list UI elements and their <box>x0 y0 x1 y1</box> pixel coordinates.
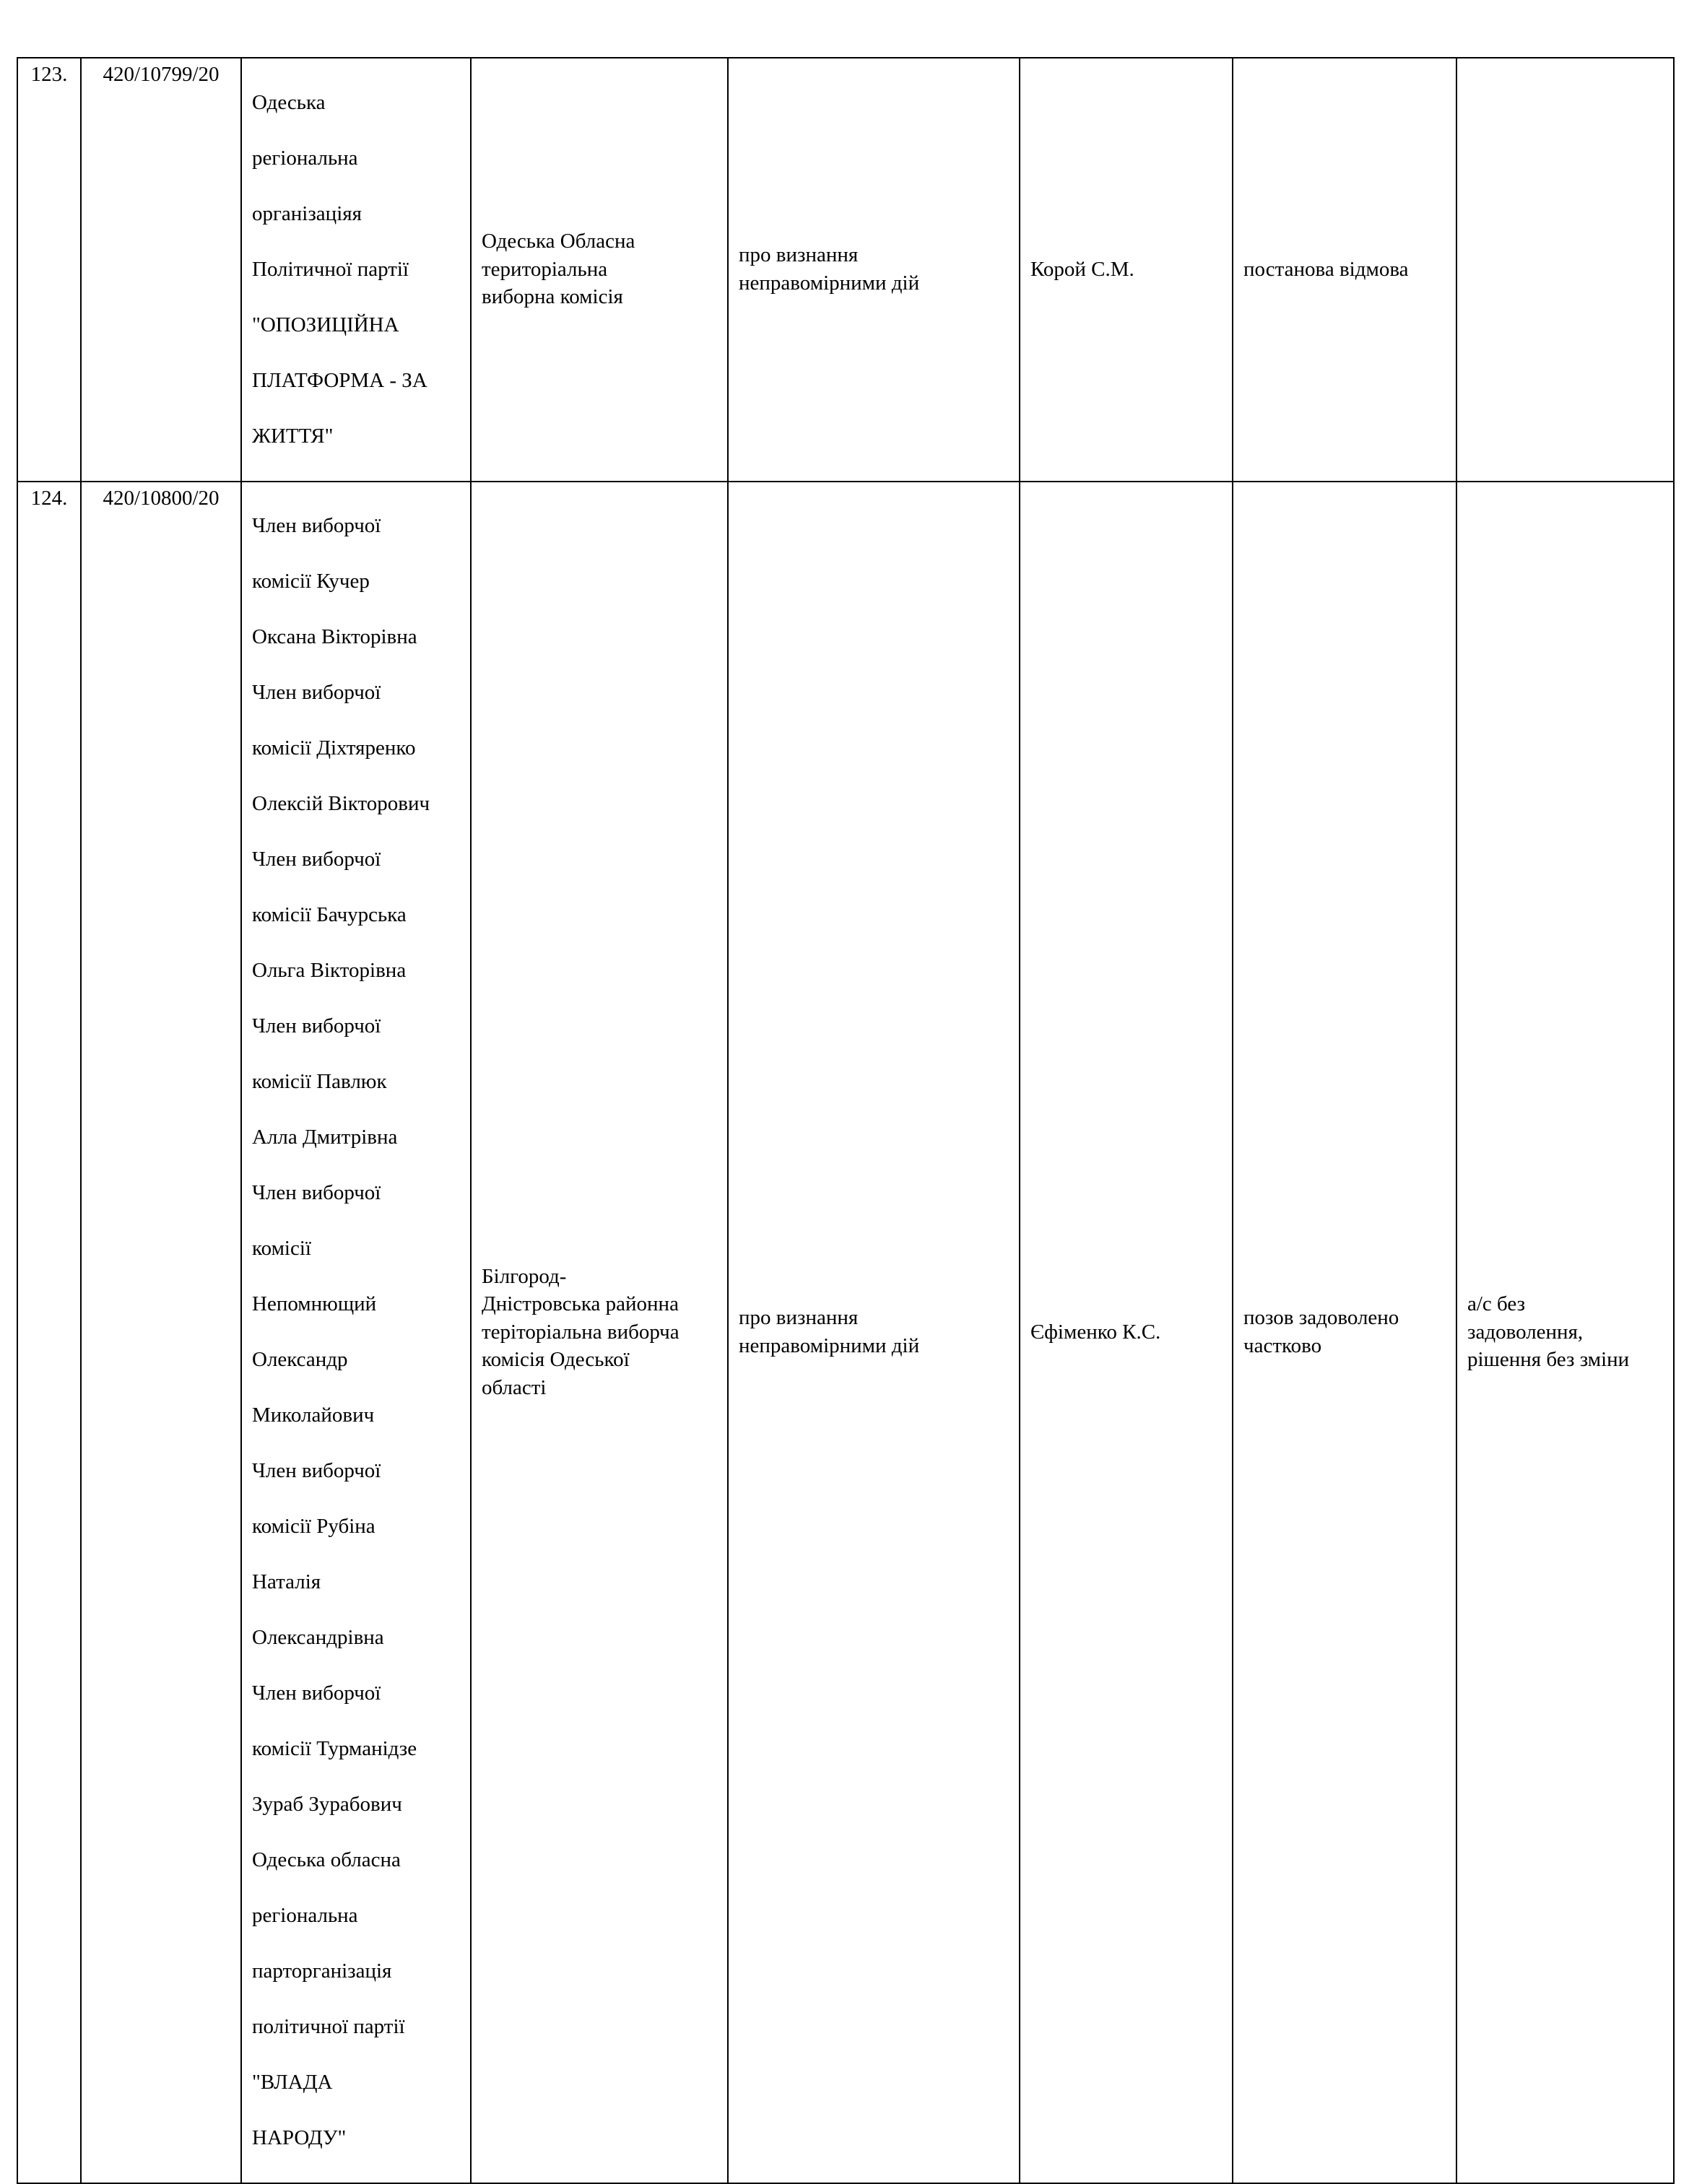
claimant-line: комісії Рубіна <box>252 1515 375 1538</box>
row-number: 124. <box>17 482 81 2184</box>
claimant-line: Ольга Вікторівна <box>252 959 407 982</box>
claimant-line: Член виборчої <box>252 1681 381 1705</box>
claimant-line: парторганізація <box>252 1959 392 1983</box>
subject-cell: про визнання неправомірними дій <box>728 482 1020 2184</box>
claimant-line: Одеська <box>252 90 326 114</box>
claimant-line: комісії Турманідзе <box>252 1737 417 1760</box>
judge-cell: Корой С.М. <box>1020 58 1233 482</box>
claimant-line: комісії <box>252 1237 311 1260</box>
claimant-line: Олександрівна <box>252 1626 384 1649</box>
claimant-line: регіональна <box>252 1904 358 1927</box>
judge-cell: Єфіменко К.С. <box>1020 482 1233 2184</box>
claimant-line: Член виборчої <box>252 848 381 871</box>
claimant-line: Алла Дмитрівна <box>252 1126 398 1149</box>
claimant-line: Миколайович <box>252 1404 375 1427</box>
defendant-cell: Одеська Обласна територіальна виборна комісія <box>471 58 728 482</box>
claimant-line: Олексій Вікторович <box>252 792 430 815</box>
claimant-line: Одеська обласна <box>252 1848 401 1871</box>
claimant-line: комісії Бачурська <box>252 903 407 926</box>
claimant-cell <box>241 482 471 2184</box>
claimant-line: Оксана Вікторівна <box>252 625 417 648</box>
claimant-line: "ОПОЗИЦІЙНА <box>252 313 399 336</box>
table-row <box>17 58 1674 482</box>
case-number: 420/10799/20 <box>81 58 241 482</box>
claimant-line: організаціяя <box>252 201 362 225</box>
claimant-line: регіональна <box>252 146 358 170</box>
claimant-line: Член виборчої <box>252 1014 381 1037</box>
appeal-result-cell: а/с без задоволення, рішення без зміни <box>1456 482 1674 2184</box>
first-instance-result-cell: позов задоволено частково <box>1233 482 1456 2184</box>
claimant-line: "ВЛАДА <box>252 2071 333 2094</box>
claimant-line: Непомнющий <box>252 1292 377 1315</box>
row-number: 123. <box>17 58 81 482</box>
claimant-line: Член виборчої <box>252 681 381 704</box>
claimant-cell <box>241 58 471 482</box>
claimant-line: комісії Діхтяренко <box>252 736 416 760</box>
claimant-line: Зураб Зурабович <box>252 1793 402 1816</box>
claimant-line: Політичної партії <box>252 257 409 281</box>
claimant-line: Наталія <box>252 1570 321 1593</box>
claimant-line: комісії Кучер <box>252 570 370 593</box>
claimant-line: Член виборчої <box>252 514 381 537</box>
subject-cell: про визнання неправомірними дій <box>728 58 1020 482</box>
claimant-line: Олександр <box>252 1348 348 1371</box>
case-number: 420/10800/20 <box>81 482 241 2184</box>
claimant-line: Член виборчої <box>252 1181 381 1204</box>
claimant-line: ПЛАТФОРМА - ЗА <box>252 368 427 392</box>
claimant-line: політичної партії <box>252 2015 405 2038</box>
claimant-line: НАРОДУ" <box>252 2126 347 2149</box>
claimant-line: Член виборчої <box>252 1459 381 1482</box>
first-instance-result-cell: постанова відмова <box>1233 58 1456 482</box>
appeal-result-cell <box>1456 58 1674 482</box>
claimant-line: комісії Павлюк <box>252 1070 387 1093</box>
defendant-cell: Білгород- Дністровська районна теріторіальна виборча комісія Одеської області <box>471 482 728 2184</box>
court-cases-table <box>17 57 1675 2184</box>
claimant-line: ЖИТТЯ" <box>252 424 334 448</box>
table-row <box>17 482 1674 2184</box>
